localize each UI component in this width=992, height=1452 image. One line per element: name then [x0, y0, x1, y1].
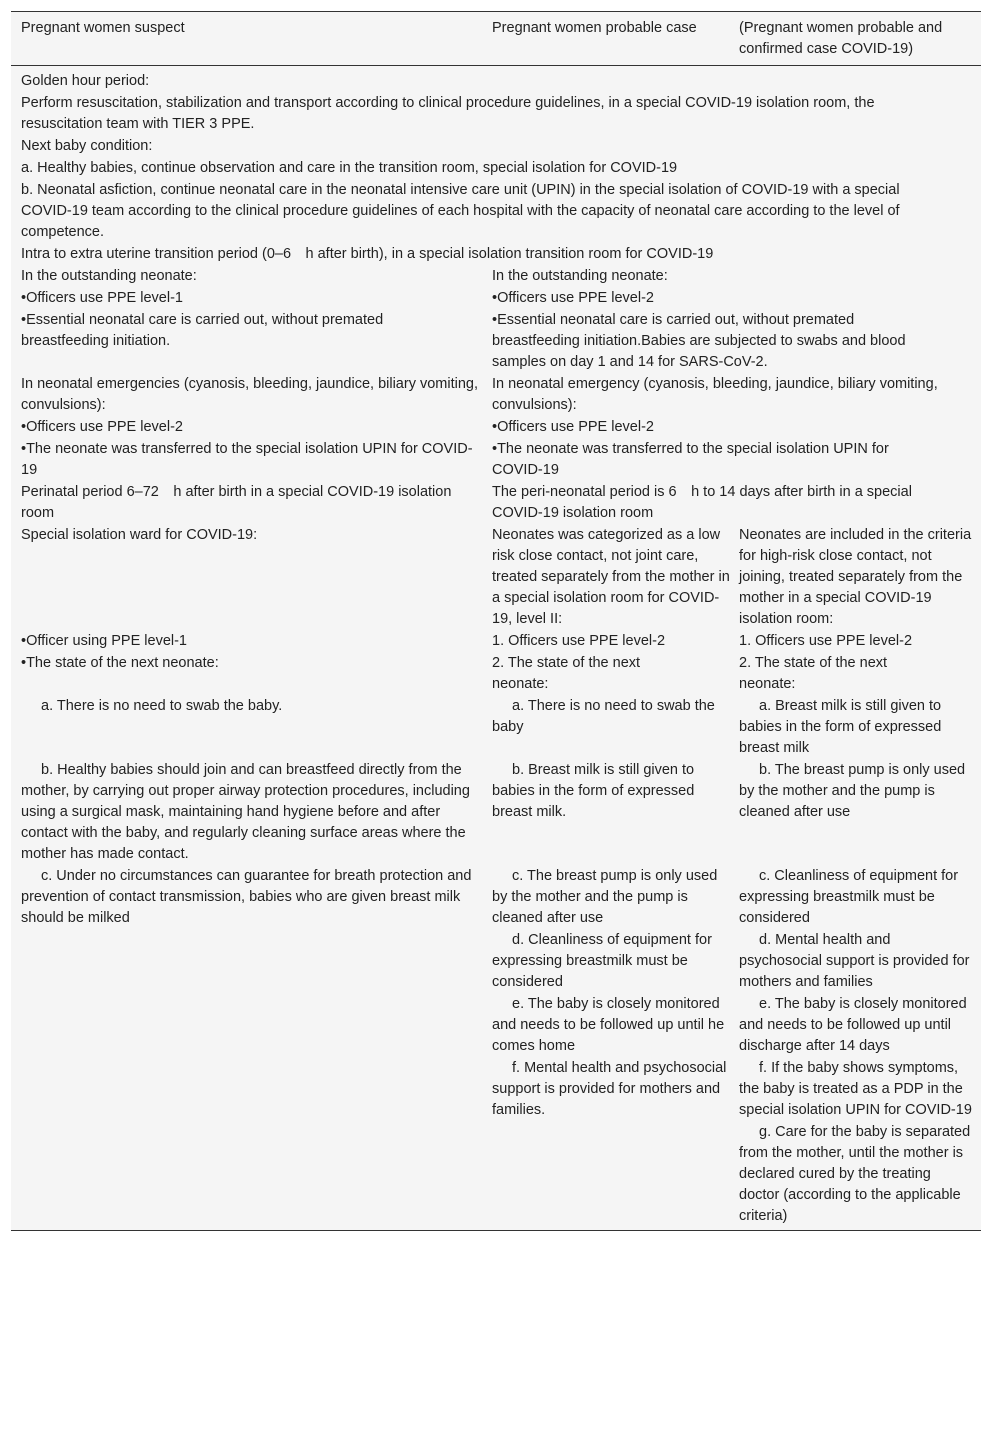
- next-baby-title: Next baby condition:: [21, 137, 153, 154]
- cell: In the outstanding neonate:: [21, 267, 197, 284]
- cell-text: b. Breast milk is still given to babies in the form of expressed breast milk.: [492, 761, 695, 820]
- table-row: [11, 157, 981, 179]
- guideline-table: [11, 11, 981, 1231]
- cell: •Officers use PPE level-2: [492, 289, 654, 306]
- cell: [492, 993, 739, 1057]
- cell: •Essential neonatal care is carried out, without premated breastfeeding initiation.Babies are subjected to swabs and blood samples on day 1 and 14 for SARS-CoV-2.: [492, 311, 906, 370]
- cell: The peri-neonatal period is 6 h to 14 days after birth in a special COVID-19 isolation room: [492, 483, 912, 521]
- cell-text: e. The baby is closely monitored and needs to be followed up until discharge after 14 days: [739, 995, 967, 1054]
- cell-text: c. Under no circumstances can guarantee for breath protection and prevention of contact transmission, babies who are given breast milk should be milked: [21, 867, 472, 926]
- cell-text: g. Care for the baby is separated from the mother, until the mother is declared cured by the treating doctor (according to the applicable criteria): [739, 1123, 971, 1224]
- cell-text: d. Cleanliness of equipment for expressing breastmilk must be considered: [492, 931, 712, 990]
- table-row: [11, 759, 981, 865]
- cell-text: c. Cleanliness of equipment for expressing breastmilk must be considered: [739, 867, 959, 926]
- cell: [739, 695, 981, 759]
- cell: [739, 865, 981, 929]
- table-row: [11, 373, 981, 416]
- cell: In neonatal emergencies (cyanosis, bleeding, jaundice, biliary vomiting, convulsions):: [21, 375, 479, 413]
- golden-hour-text: Perform resuscitation, stabilization and transport according to clinical procedure guidelines, in a special COVID-19 isolation room, the resuscitation team with TIER 3 PPE.: [21, 94, 875, 132]
- table-row: [11, 287, 981, 309]
- table-row: [11, 135, 981, 157]
- cell: [11, 695, 492, 759]
- cell-text: a. There is no need to swab the baby: [492, 697, 715, 735]
- cell-text: f. Mental health and psychosocial support is provided for mothers and families.: [492, 1059, 727, 1118]
- cell-text: b. Healthy babies should join and can breastfeed directly from the mother, by carrying out proper airway protection procedures, including using a surgical mask, maintaining hand hygiene before and after contact with the baby, and regularly cleaning surface areas where the mother has made contact.: [21, 761, 470, 862]
- table-row: [11, 70, 981, 92]
- cell: •Officer using PPE level-1: [21, 632, 187, 649]
- cell: •Officers use PPE level-2: [21, 418, 183, 435]
- cell: •The state of the next neonate:: [21, 654, 219, 671]
- cell: •Essential neonatal care is carried out, without premated breastfeeding initiation.: [21, 311, 384, 349]
- cell: 2. The state of the next neonate:: [492, 654, 641, 692]
- table-row: [11, 865, 981, 929]
- cell: •Officers use PPE level-2: [492, 418, 654, 435]
- table-row: [11, 438, 981, 481]
- table-row: [11, 416, 981, 438]
- cell: [11, 993, 492, 1057]
- table-row: [11, 929, 981, 993]
- cell: 1. Officers use PPE level-2: [492, 632, 666, 649]
- cell: Special isolation ward for COVID-19:: [21, 526, 258, 543]
- cell: [11, 1121, 492, 1227]
- cell-text: a. Breast milk is still given to babies in the form of expressed breast milk: [739, 697, 942, 756]
- table-row: [11, 243, 981, 265]
- cell: [11, 865, 492, 929]
- cell: 2. The state of the next neonate:: [739, 654, 888, 692]
- cell: •Officers use PPE level-1: [21, 289, 183, 306]
- cell: [492, 695, 739, 759]
- cell: Neonates are included in the criteria for high-risk close contact, not joining, treated separately from the mother in a special COVID-19 isolation room:: [739, 526, 972, 627]
- table-row: [11, 92, 981, 135]
- table-header: [11, 11, 981, 66]
- table-row: [11, 179, 981, 243]
- table-row: [11, 630, 981, 652]
- cell: [739, 929, 981, 993]
- cell: [739, 1057, 981, 1121]
- header-col-confirmed: (Pregnant women probable and confirmed case COVID-19): [739, 20, 943, 57]
- cell: Neonates was categorized as a low risk close contact, not joint care, treated separately from the mother in a special isolation room for COVID-19, level II:: [492, 526, 730, 627]
- cell: Perinatal period 6–72 h after birth in a special COVID-19 isolation room: [21, 483, 452, 521]
- table-row: [11, 524, 981, 630]
- table-row: [11, 652, 981, 695]
- cell-text: b. The breast pump is only used by the mother and the pump is cleaned after use: [739, 761, 966, 820]
- cell: [492, 1057, 739, 1121]
- cell: [492, 1121, 739, 1227]
- cell: [11, 1057, 492, 1121]
- table-row: [11, 1121, 981, 1227]
- next-baby-b: b. Neonatal asfiction, continue neonatal care in the neonatal intensive care unit (UPIN) in the special isolation of COVID-19 with a special COVID-19 team according to the clinical procedure guidelines of each hospital with the capacity of neonatal care according to the level of competence.: [21, 181, 900, 240]
- table-row: [11, 481, 981, 524]
- cell-text: e. The baby is closely monitored and needs to be followed up until he comes home: [492, 995, 725, 1054]
- table-row: [11, 309, 981, 373]
- table-body: [11, 66, 981, 1231]
- table-row: [11, 695, 981, 759]
- table-row: [11, 993, 981, 1057]
- cell: •The neonate was transferred to the special isolation UPIN for COVID-19: [492, 440, 889, 478]
- cell-text: a. There is no need to swab the baby.: [41, 697, 283, 714]
- header-col-probable: Pregnant women probable case: [492, 20, 697, 36]
- cell-text: f. If the baby shows symptoms, the baby is treated as a PDP in the special isolation UPIN for COVID-19: [739, 1059, 972, 1118]
- cell: [492, 759, 739, 865]
- cell: 1. Officers use PPE level-2: [739, 632, 913, 649]
- cell: •The neonate was transferred to the special isolation UPIN for COVID-19: [21, 440, 473, 478]
- cell: [739, 1121, 981, 1227]
- cell-text: d. Mental health and psychosocial support is provided for mothers and families: [739, 931, 970, 990]
- table-row: [11, 1057, 981, 1121]
- cell: [11, 929, 492, 993]
- header-col-suspect: Pregnant women suspect: [21, 20, 185, 36]
- next-baby-a: a. Healthy babies, continue observation and care in the transition room, special isolation for COVID-19: [21, 159, 678, 176]
- cell: [492, 865, 739, 929]
- cell: [739, 759, 981, 865]
- table-row: [11, 265, 981, 287]
- cell: In neonatal emergency (cyanosis, bleeding, jaundice, biliary vomiting, convulsions):: [492, 375, 938, 413]
- transition-title: Intra to extra uterine transition period (0–6 h after birth), in a special isolation transition room for COVID-19: [21, 245, 714, 262]
- cell-text: c. The breast pump is only used by the mother and the pump is cleaned after use: [492, 867, 718, 926]
- cell: In the outstanding neonate:: [492, 267, 668, 284]
- cell: [11, 759, 492, 865]
- golden-hour-title: Golden hour period:: [21, 72, 150, 89]
- cell: [492, 929, 739, 993]
- cell: [739, 993, 981, 1057]
